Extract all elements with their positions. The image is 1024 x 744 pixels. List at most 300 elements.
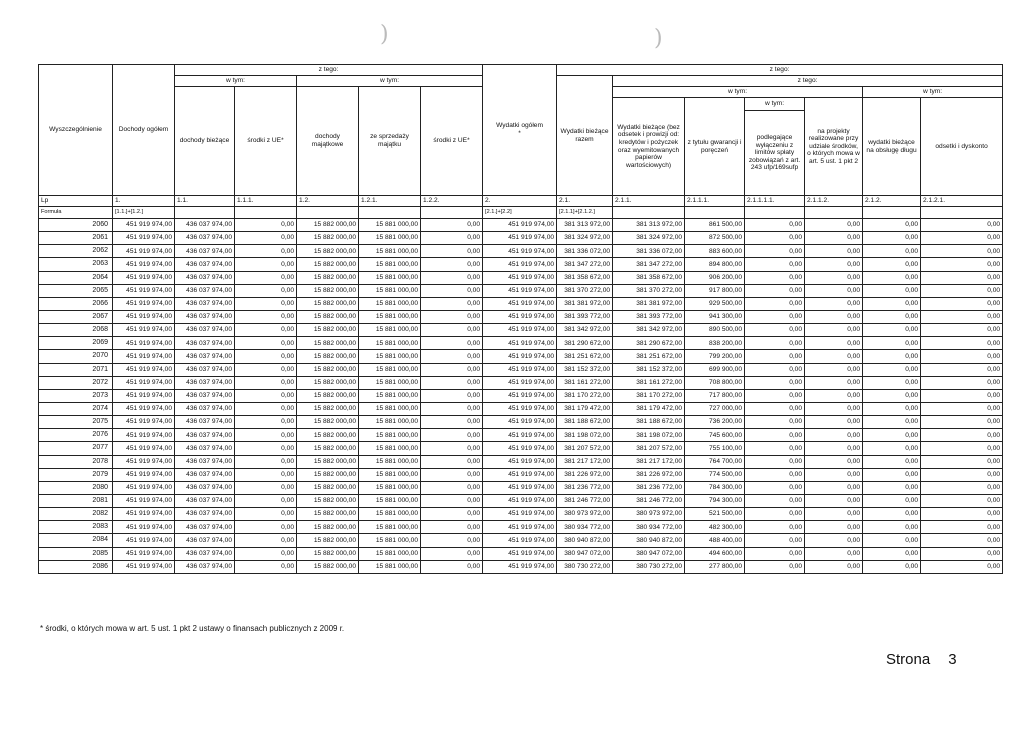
- value-cell: 381 161 272,00: [613, 376, 685, 389]
- value-cell: 451 919 974,00: [113, 363, 175, 376]
- value-cell: 0,00: [421, 363, 483, 376]
- formula-row: [39, 207, 1003, 219]
- value-cell: 0,00: [921, 389, 1003, 402]
- formula-cell: [613, 207, 685, 219]
- value-cell: 0,00: [235, 284, 297, 297]
- value-cell: 15 882 000,00: [297, 508, 359, 521]
- value-cell: 0,00: [421, 416, 483, 429]
- value-cell: 381 170 272,00: [557, 389, 613, 402]
- header-wydatki-obsluga-dlugu: wydatki bieżące na obsługę długu: [863, 98, 921, 196]
- value-cell: 381 370 272,00: [613, 284, 685, 297]
- value-cell: 0,00: [745, 402, 805, 415]
- value-cell: 0,00: [805, 350, 863, 363]
- value-cell: 0,00: [235, 508, 297, 521]
- value-cell: 381 358 672,00: [613, 271, 685, 284]
- value-cell: 0,00: [745, 297, 805, 310]
- value-cell: 0,00: [421, 547, 483, 560]
- value-cell: 0,00: [863, 219, 921, 232]
- value-cell: 917 800,00: [685, 284, 745, 297]
- table-row: [39, 376, 1003, 389]
- value-cell: 0,00: [745, 271, 805, 284]
- value-cell: 451 919 974,00: [113, 376, 175, 389]
- table-row: [39, 494, 1003, 507]
- value-cell: 0,00: [235, 363, 297, 376]
- year-cell: 2067: [39, 310, 113, 323]
- value-cell: 0,00: [921, 429, 1003, 442]
- value-cell: 381 251 672,00: [613, 350, 685, 363]
- value-cell: 906 200,00: [685, 271, 745, 284]
- value-cell: 0,00: [421, 508, 483, 521]
- value-cell: 0,00: [863, 521, 921, 534]
- value-cell: 451 919 974,00: [113, 324, 175, 337]
- value-cell: 380 947 072,00: [557, 547, 613, 560]
- value-cell: 0,00: [805, 363, 863, 376]
- value-cell: 0,00: [235, 219, 297, 232]
- value-cell: 451 919 974,00: [113, 416, 175, 429]
- value-cell: 451 919 974,00: [113, 534, 175, 547]
- header-srodki-ue-biezace: środki z UE*: [235, 87, 297, 196]
- value-cell: 0,00: [745, 481, 805, 494]
- value-cell: 0,00: [805, 416, 863, 429]
- value-cell: 436 037 974,00: [175, 376, 235, 389]
- value-cell: 0,00: [921, 219, 1003, 232]
- value-cell: 380 973 972,00: [557, 508, 613, 521]
- header-wydatki-ogolem: [483, 65, 557, 196]
- value-cell: 381 336 072,00: [557, 245, 613, 258]
- value-cell: 0,00: [745, 534, 805, 547]
- value-cell: 381 226 972,00: [613, 468, 685, 481]
- value-cell: 381 324 972,00: [557, 232, 613, 245]
- value-cell: 380 730 272,00: [613, 560, 685, 573]
- value-cell: 15 882 000,00: [297, 547, 359, 560]
- value-cell: 436 037 974,00: [175, 534, 235, 547]
- year-cell: 2074: [39, 402, 113, 415]
- value-cell: 436 037 974,00: [175, 363, 235, 376]
- lp-row: [39, 196, 1003, 207]
- value-cell: 0,00: [421, 494, 483, 507]
- value-cell: 0,00: [921, 258, 1003, 271]
- table-row: [39, 534, 1003, 547]
- table-row: [39, 337, 1003, 350]
- value-cell: 764 700,00: [685, 455, 745, 468]
- value-cell: 436 037 974,00: [175, 442, 235, 455]
- value-cell: 883 600,00: [685, 245, 745, 258]
- value-cell: 0,00: [421, 219, 483, 232]
- value-cell: 0,00: [235, 389, 297, 402]
- value-cell: 0,00: [921, 560, 1003, 573]
- value-cell: 0,00: [805, 310, 863, 323]
- value-cell: 0,00: [863, 389, 921, 402]
- value-cell: 0,00: [921, 350, 1003, 363]
- value-cell: 381 152 372,00: [557, 363, 613, 376]
- header-w-tym-biezace: w tym:: [175, 76, 297, 87]
- value-cell: 15 881 000,00: [359, 481, 421, 494]
- value-cell: 0,00: [863, 324, 921, 337]
- value-cell: 0,00: [863, 468, 921, 481]
- value-cell: 451 919 974,00: [483, 560, 557, 573]
- value-cell: 436 037 974,00: [175, 258, 235, 271]
- year-cell: 2086: [39, 560, 113, 573]
- year-cell: 2065: [39, 284, 113, 297]
- value-cell: 0,00: [745, 219, 805, 232]
- year-cell: 2076: [39, 429, 113, 442]
- value-cell: 15 881 000,00: [359, 297, 421, 310]
- header-w-tym-majatkowe: w tym:: [297, 76, 483, 87]
- value-cell: 451 919 974,00: [483, 389, 557, 402]
- value-cell: 451 919 974,00: [483, 442, 557, 455]
- value-cell: 482 300,00: [685, 521, 745, 534]
- value-cell: 0,00: [235, 534, 297, 547]
- value-cell: 15 882 000,00: [297, 494, 359, 507]
- year-cell: 2069: [39, 337, 113, 350]
- value-cell: 15 882 000,00: [297, 232, 359, 245]
- value-cell: 451 919 974,00: [113, 258, 175, 271]
- value-cell: 380 973 972,00: [613, 508, 685, 521]
- value-cell: 0,00: [921, 442, 1003, 455]
- value-cell: 15 881 000,00: [359, 508, 421, 521]
- value-cell: 15 882 000,00: [297, 284, 359, 297]
- value-cell: 0,00: [421, 324, 483, 337]
- table-row: [39, 442, 1003, 455]
- header-z-tytulu-gwarancji: z tytułu gwarancji i poręczeń: [685, 98, 745, 196]
- value-cell: 381 336 072,00: [613, 245, 685, 258]
- value-cell: 15 881 000,00: [359, 442, 421, 455]
- lp-code-cell: 1.1.: [175, 196, 235, 207]
- value-cell: 380 730 272,00: [557, 560, 613, 573]
- value-cell: 451 919 974,00: [113, 468, 175, 481]
- value-cell: 380 940 872,00: [613, 534, 685, 547]
- value-cell: 0,00: [863, 508, 921, 521]
- value-cell: 0,00: [421, 232, 483, 245]
- value-cell: 451 919 974,00: [113, 389, 175, 402]
- value-cell: 0,00: [805, 508, 863, 521]
- value-cell: 0,00: [805, 481, 863, 494]
- value-cell: 0,00: [921, 402, 1003, 415]
- value-cell: 0,00: [235, 402, 297, 415]
- value-cell: 381 188 672,00: [613, 416, 685, 429]
- value-cell: 0,00: [921, 521, 1003, 534]
- lp-label: Lp: [39, 196, 113, 207]
- formula-cell: [805, 207, 863, 219]
- value-cell: 0,00: [805, 324, 863, 337]
- year-cell: 2080: [39, 481, 113, 494]
- value-cell: 451 919 974,00: [113, 455, 175, 468]
- value-cell: 381 179 472,00: [557, 402, 613, 415]
- table-body: [39, 196, 1003, 574]
- year-cell: 2082: [39, 508, 113, 521]
- value-cell: 0,00: [805, 232, 863, 245]
- value-cell: 0,00: [235, 297, 297, 310]
- value-cell: 0,00: [421, 521, 483, 534]
- year-cell: 2083: [39, 521, 113, 534]
- value-cell: 15 881 000,00: [359, 219, 421, 232]
- value-cell: 708 800,00: [685, 376, 745, 389]
- value-cell: 381 393 772,00: [557, 310, 613, 323]
- value-cell: 451 919 974,00: [113, 337, 175, 350]
- formula-label: Formuła: [39, 207, 113, 219]
- value-cell: 0,00: [863, 245, 921, 258]
- scan-artifact: ): [654, 26, 663, 51]
- value-cell: 0,00: [921, 508, 1003, 521]
- value-cell: 15 881 000,00: [359, 429, 421, 442]
- value-cell: 0,00: [805, 389, 863, 402]
- value-cell: 381 381 972,00: [613, 297, 685, 310]
- value-cell: 436 037 974,00: [175, 455, 235, 468]
- value-cell: 0,00: [921, 494, 1003, 507]
- value-cell: 15 882 000,00: [297, 534, 359, 547]
- formula-cell: [745, 207, 805, 219]
- value-cell: 0,00: [863, 232, 921, 245]
- value-cell: 0,00: [235, 258, 297, 271]
- value-cell: 0,00: [805, 284, 863, 297]
- value-cell: 436 037 974,00: [175, 494, 235, 507]
- value-cell: 0,00: [805, 258, 863, 271]
- year-cell: 2068: [39, 324, 113, 337]
- value-cell: 15 882 000,00: [297, 363, 359, 376]
- value-cell: 0,00: [421, 310, 483, 323]
- table-row: [39, 232, 1003, 245]
- value-cell: 0,00: [805, 271, 863, 284]
- header-odsetki-dyskonto: odsetki i dyskonto: [921, 98, 1003, 196]
- value-cell: 436 037 974,00: [175, 429, 235, 442]
- value-cell: 451 919 974,00: [483, 376, 557, 389]
- year-cell: 2071: [39, 363, 113, 376]
- value-cell: 15 881 000,00: [359, 363, 421, 376]
- value-cell: 451 919 974,00: [483, 245, 557, 258]
- value-cell: 0,00: [921, 481, 1003, 494]
- value-cell: 380 947 072,00: [613, 547, 685, 560]
- value-cell: 0,00: [745, 429, 805, 442]
- value-cell: 0,00: [805, 560, 863, 573]
- value-cell: 0,00: [235, 376, 297, 389]
- value-cell: 277 800,00: [685, 560, 745, 573]
- value-cell: 15 881 000,00: [359, 324, 421, 337]
- value-cell: 381 198 072,00: [613, 429, 685, 442]
- table-row: [39, 402, 1003, 415]
- value-cell: 436 037 974,00: [175, 271, 235, 284]
- lp-code-cell: 2.1.1.1.: [685, 196, 745, 207]
- value-cell: 15 882 000,00: [297, 219, 359, 232]
- value-cell: 0,00: [421, 455, 483, 468]
- value-cell: 381 161 272,00: [557, 376, 613, 389]
- formula-cell: [863, 207, 921, 219]
- value-cell: 381 324 972,00: [613, 232, 685, 245]
- header-w-tym-gwarancje: w tym:: [745, 98, 805, 111]
- value-cell: 0,00: [421, 468, 483, 481]
- header-wyszczegolnienie: Wyszczególnienie: [39, 65, 113, 196]
- value-cell: 15 881 000,00: [359, 534, 421, 547]
- value-cell: 451 919 974,00: [483, 521, 557, 534]
- value-cell: 0,00: [805, 494, 863, 507]
- value-cell: 0,00: [421, 560, 483, 573]
- value-cell: 15 881 000,00: [359, 350, 421, 363]
- value-cell: 0,00: [421, 284, 483, 297]
- value-cell: 0,00: [921, 245, 1003, 258]
- value-cell: 381 236 772,00: [557, 481, 613, 494]
- value-cell: 15 882 000,00: [297, 442, 359, 455]
- value-cell: 381 313 972,00: [557, 219, 613, 232]
- value-cell: 0,00: [745, 232, 805, 245]
- value-cell: 0,00: [863, 337, 921, 350]
- value-cell: 381 207 572,00: [557, 442, 613, 455]
- value-cell: 0,00: [921, 310, 1003, 323]
- year-cell: 2075: [39, 416, 113, 429]
- value-cell: 0,00: [863, 297, 921, 310]
- header-ze-sprzedazy-majatku: ze sprzedaży majątku: [359, 87, 421, 196]
- header-wydatki-biezace-razem: Wydatki bieżące razem: [557, 76, 613, 196]
- value-cell: 0,00: [921, 547, 1003, 560]
- value-cell: 0,00: [421, 258, 483, 271]
- value-cell: 15 881 000,00: [359, 468, 421, 481]
- value-cell: 0,00: [235, 468, 297, 481]
- value-cell: 0,00: [745, 376, 805, 389]
- formula-cell: [2.1.1]+[2.1.2.]: [557, 207, 613, 219]
- value-cell: 451 919 974,00: [483, 297, 557, 310]
- value-cell: 0,00: [921, 232, 1003, 245]
- year-cell: 2073: [39, 389, 113, 402]
- value-cell: 0,00: [921, 416, 1003, 429]
- table-row: [39, 310, 1003, 323]
- value-cell: 381 198 072,00: [557, 429, 613, 442]
- page-number-value: 3: [948, 651, 957, 668]
- value-cell: 0,00: [235, 350, 297, 363]
- value-cell: 0,00: [921, 324, 1003, 337]
- formula-cell: [2.1.]+[2.2]: [483, 207, 557, 219]
- value-cell: 0,00: [421, 429, 483, 442]
- value-cell: 15 881 000,00: [359, 337, 421, 350]
- value-cell: 381 393 772,00: [613, 310, 685, 323]
- lp-code-cell: 2.1.2.1.: [921, 196, 1003, 207]
- value-cell: 0,00: [235, 310, 297, 323]
- value-cell: 0,00: [745, 258, 805, 271]
- formula-cell: [235, 207, 297, 219]
- value-cell: 0,00: [235, 481, 297, 494]
- year-cell: 2077: [39, 442, 113, 455]
- value-cell: 381 342 972,00: [613, 324, 685, 337]
- value-cell: 436 037 974,00: [175, 337, 235, 350]
- value-cell: 0,00: [805, 547, 863, 560]
- value-cell: 0,00: [235, 232, 297, 245]
- value-cell: 381 342 972,00: [557, 324, 613, 337]
- value-cell: 0,00: [805, 521, 863, 534]
- value-cell: 0,00: [421, 376, 483, 389]
- table-row: [39, 429, 1003, 442]
- value-cell: 0,00: [745, 442, 805, 455]
- value-cell: 0,00: [921, 284, 1003, 297]
- value-cell: 436 037 974,00: [175, 521, 235, 534]
- value-cell: 15 881 000,00: [359, 376, 421, 389]
- value-cell: 784 300,00: [685, 481, 745, 494]
- value-cell: 0,00: [863, 376, 921, 389]
- value-cell: 436 037 974,00: [175, 402, 235, 415]
- value-cell: 0,00: [745, 416, 805, 429]
- value-cell: 451 919 974,00: [483, 508, 557, 521]
- value-cell: 451 919 974,00: [483, 534, 557, 547]
- value-cell: 894 800,00: [685, 258, 745, 271]
- value-cell: 451 919 974,00: [483, 494, 557, 507]
- value-cell: 15 882 000,00: [297, 258, 359, 271]
- table-row: [39, 219, 1003, 232]
- value-cell: 0,00: [863, 363, 921, 376]
- value-cell: 15 881 000,00: [359, 389, 421, 402]
- value-cell: 0,00: [421, 337, 483, 350]
- value-cell: 451 919 974,00: [483, 271, 557, 284]
- value-cell: 0,00: [805, 297, 863, 310]
- value-cell: 0,00: [421, 481, 483, 494]
- formula-cell: [685, 207, 745, 219]
- value-cell: 436 037 974,00: [175, 468, 235, 481]
- value-cell: 451 919 974,00: [113, 284, 175, 297]
- value-cell: 0,00: [421, 389, 483, 402]
- value-cell: 0,00: [863, 402, 921, 415]
- value-cell: 451 919 974,00: [483, 455, 557, 468]
- formula-cell: [359, 207, 421, 219]
- value-cell: 451 919 974,00: [483, 350, 557, 363]
- value-cell: 0,00: [863, 560, 921, 573]
- value-cell: 451 919 974,00: [113, 508, 175, 521]
- value-cell: 381 152 372,00: [613, 363, 685, 376]
- value-cell: 15 881 000,00: [359, 547, 421, 560]
- header-z-tego-wydatki-biezace: z tego:: [613, 76, 1003, 87]
- value-cell: 451 919 974,00: [113, 310, 175, 323]
- value-cell: 736 200,00: [685, 416, 745, 429]
- value-cell: 0,00: [235, 455, 297, 468]
- value-cell: 451 919 974,00: [483, 416, 557, 429]
- value-cell: 0,00: [745, 494, 805, 507]
- value-cell: 0,00: [421, 442, 483, 455]
- value-cell: 0,00: [421, 245, 483, 258]
- value-cell: 451 919 974,00: [483, 481, 557, 494]
- value-cell: 0,00: [745, 508, 805, 521]
- value-cell: 0,00: [235, 547, 297, 560]
- header-wydatki-ogolem-mark: *: [518, 130, 521, 137]
- value-cell: 0,00: [921, 271, 1003, 284]
- value-cell: 451 919 974,00: [113, 219, 175, 232]
- lp-code-cell: 1.2.2.: [421, 196, 483, 207]
- value-cell: 0,00: [863, 455, 921, 468]
- value-cell: 0,00: [745, 284, 805, 297]
- page-label: Strona: [886, 651, 931, 668]
- value-cell: 15 881 000,00: [359, 310, 421, 323]
- lp-code-cell: 1.: [113, 196, 175, 207]
- table-row: [39, 350, 1003, 363]
- value-cell: 451 919 974,00: [113, 521, 175, 534]
- value-cell: 15 882 000,00: [297, 337, 359, 350]
- value-cell: 451 919 974,00: [483, 363, 557, 376]
- value-cell: 0,00: [863, 310, 921, 323]
- header-w-tym-obsluga-dlugu: w tym:: [863, 87, 1003, 98]
- value-cell: 727 000,00: [685, 402, 745, 415]
- value-cell: 699 900,00: [685, 363, 745, 376]
- year-cell: 2062: [39, 245, 113, 258]
- value-cell: 381 226 972,00: [557, 468, 613, 481]
- value-cell: 380 934 772,00: [557, 521, 613, 534]
- value-cell: 381 370 272,00: [557, 284, 613, 297]
- value-cell: 15 882 000,00: [297, 402, 359, 415]
- value-cell: 451 919 974,00: [483, 324, 557, 337]
- value-cell: 0,00: [745, 245, 805, 258]
- value-cell: 0,00: [863, 429, 921, 442]
- header-w-tym-wydatki-bez-odsetek: w tym:: [613, 87, 863, 98]
- year-cell: 2060: [39, 219, 113, 232]
- value-cell: 0,00: [921, 534, 1003, 547]
- value-cell: 0,00: [805, 219, 863, 232]
- lp-code-cell: 2.1.: [557, 196, 613, 207]
- value-cell: 381 207 572,00: [613, 442, 685, 455]
- value-cell: 381 347 272,00: [613, 258, 685, 271]
- value-cell: 0,00: [235, 324, 297, 337]
- value-cell: 0,00: [745, 468, 805, 481]
